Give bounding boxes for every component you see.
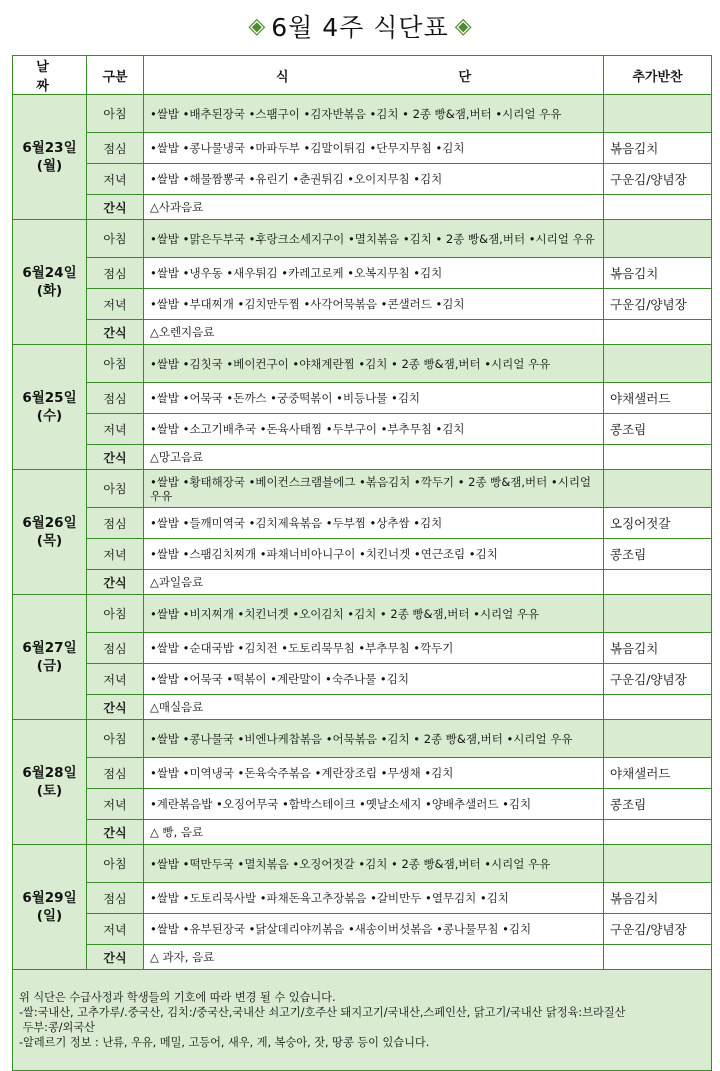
menu-row-lunch <box>13 258 712 289</box>
date-cell <box>13 470 87 595</box>
menu-items-dinner: •쌀밥 •소고기배추국 •돈육사태찜 •두부구이 •부추무침 •김치 <box>144 414 604 445</box>
menu-items-breakfast: •쌀밥 •비지찌개 •치킨너겟 •오이김치 •김치 • 2종 빵&잼,버터 •시리얼 우유 <box>144 595 604 633</box>
date-cell <box>13 845 87 970</box>
day-of-week-label: (수) <box>36 408 63 424</box>
menu-row-lunch <box>13 133 712 164</box>
meal-label-lunch: 점심 <box>87 133 144 164</box>
menu-row-dinner <box>13 289 712 320</box>
menu-row-breakfast <box>13 345 712 383</box>
extra-side-dish <box>604 695 712 720</box>
meal-label-dinner: 저녁 <box>87 664 144 695</box>
meal-label-breakfast: 아침 <box>87 95 144 133</box>
day-of-week-label: (금) <box>36 658 63 674</box>
extra-side-dish: 볶음김치 <box>604 258 712 289</box>
note-line-2: -쌀:국내산, 고추가루/.중국산, 김치:/중국산,국내산 쇠고기/호주산 돼지고기/국내산,스페인산, 닭고기/국내산 닭정육:브라질산 두부:콩/외국산 <box>19 1006 626 1034</box>
date-label: 6월28일 <box>22 765 77 781</box>
menu-items-lunch: •쌀밥 •콩나물냉국 •마파두부 •김말이튀김 •단무지무침 •김치 <box>144 133 604 164</box>
menu-row-snack <box>13 945 712 970</box>
meal-label-breakfast: 아침 <box>87 220 144 258</box>
menu-row-lunch <box>13 758 712 789</box>
menu-row-snack <box>13 570 712 595</box>
extra-side-dish: 콩조림 <box>604 539 712 570</box>
menu-items-dinner: •쌀밥 •스팸김치찌개 •파채너비아니구이 •치킨너겟 •연근조림 •김치 <box>144 539 604 570</box>
menu-row-breakfast <box>13 95 712 133</box>
extra-side-dish <box>604 845 712 883</box>
meal-label-lunch: 점심 <box>87 258 144 289</box>
menu-row-snack <box>13 445 712 470</box>
menu-items-breakfast: •쌀밥 •콩나물국 •비엔나케찹볶음 •어묵볶음 •김치 • 2종 빵&잼,버터 •시리얼 우유 <box>144 720 604 758</box>
extra-side-dish <box>604 470 712 508</box>
menu-row-lunch <box>13 633 712 664</box>
menu-items-snack: △과일음료 <box>144 570 604 595</box>
menu-items-snack: △ 빵, 음료 <box>144 820 604 845</box>
meal-label-dinner: 저녁 <box>87 914 144 945</box>
meal-label-breakfast: 아침 <box>87 470 144 508</box>
menu-row-breakfast <box>13 470 712 508</box>
extra-side-dish <box>604 195 712 220</box>
date-label: 6월27일 <box>22 640 77 656</box>
meal-label-lunch: 점심 <box>87 383 144 414</box>
extra-side-dish <box>604 95 712 133</box>
meal-label-snack: 간식 <box>87 695 144 720</box>
extra-side-dish: 야채샐러드 <box>604 383 712 414</box>
menu-row-snack <box>13 195 712 220</box>
menu-items-lunch: •쌀밥 •냉우동 •새우튀김 •카레고로케 •오복지무침 •김치 <box>144 258 604 289</box>
extra-side-dish <box>604 945 712 970</box>
extra-side-dish: 오징어젓갈 <box>604 508 712 539</box>
diamond-right-icon: ◈ <box>454 13 472 39</box>
meal-label-lunch: 점심 <box>87 633 144 664</box>
header-menu-left: 식 <box>275 69 289 85</box>
menu-items-breakfast: •쌀밥 •배추된장국 •스팸구이 •김자반볶음 •김치 • 2종 빵&잼,버터 •시리얼 우유 <box>144 95 604 133</box>
menu-items-breakfast: •쌀밥 •김칫국 •베이컨구이 •야채계란찜 •김치 • 2종 빵&잼,버터 •시리얼 우유 <box>144 345 604 383</box>
extra-side-dish: 야채샐러드 <box>604 758 712 789</box>
date-label: 6월24일 <box>22 265 77 281</box>
meal-label-lunch: 점심 <box>87 758 144 789</box>
menu-row-snack <box>13 320 712 345</box>
menu-items-snack: △사과음료 <box>144 195 604 220</box>
meal-label-snack: 간식 <box>87 445 144 470</box>
extra-side-dish: 볶음김치 <box>604 133 712 164</box>
meal-label-breakfast: 아침 <box>87 845 144 883</box>
meal-label-dinner: 저녁 <box>87 164 144 195</box>
extra-side-dish: 구운김/양념장 <box>604 164 712 195</box>
extra-side-dish: 구운김/양념장 <box>604 664 712 695</box>
notes-cell <box>13 970 712 1071</box>
meal-label-dinner: 저녁 <box>87 289 144 320</box>
menu-row-snack <box>13 820 712 845</box>
menu-items-snack: △오렌지음료 <box>144 320 604 345</box>
extra-side-dish <box>604 820 712 845</box>
header-date: 날 짜 <box>13 56 87 95</box>
menu-row-dinner <box>13 414 712 445</box>
menu-row-dinner <box>13 664 712 695</box>
menu-items-lunch: •쌀밥 •어묵국 •돈까스 •궁중떡볶이 •비등나물 •김치 <box>144 383 604 414</box>
title-bar <box>0 0 720 52</box>
notes-row <box>13 970 712 1071</box>
day-of-week-label: (월) <box>36 158 63 174</box>
date-cell <box>13 95 87 220</box>
menu-items-lunch: •쌀밥 •미역냉국 •돈육숙주볶음 •계란장조림 •무생채 •김치 <box>144 758 604 789</box>
meal-label-snack: 간식 <box>87 945 144 970</box>
meal-label-lunch: 점심 <box>87 883 144 914</box>
note-line-1: 위 식단은 수급사정과 학생들의 기호에 따라 변경 될 수 있습니다. <box>19 991 336 1004</box>
header-extra: 추가반찬 <box>604 56 712 95</box>
meal-label-dinner: 저녁 <box>87 789 144 820</box>
menu-row-dinner <box>13 164 712 195</box>
extra-side-dish <box>604 345 712 383</box>
date-cell <box>13 220 87 345</box>
date-cell <box>13 720 87 845</box>
date-cell <box>13 595 87 720</box>
extra-side-dish: 볶음김치 <box>604 883 712 914</box>
menu-items-lunch: •쌀밥 •들깨미역국 •김치제육볶음 •두부찜 •상추쌈 •김치 <box>144 508 604 539</box>
menu-items-lunch: •쌀밥 •도토리묵사발 •파채돈육고추장볶음 •갈비만두 •열무김치 •김치 <box>144 883 604 914</box>
meal-label-snack: 간식 <box>87 320 144 345</box>
meal-label-breakfast: 아침 <box>87 595 144 633</box>
menu-row-lunch <box>13 883 712 914</box>
extra-side-dish <box>604 570 712 595</box>
meal-label-dinner: 저녁 <box>87 414 144 445</box>
meal-label-snack: 간식 <box>87 570 144 595</box>
date-label: 6월23일 <box>22 140 77 156</box>
menu-row-dinner <box>13 539 712 570</box>
meal-label-snack: 간식 <box>87 195 144 220</box>
date-label: 6월29일 <box>22 890 77 906</box>
menu-row-breakfast <box>13 720 712 758</box>
extra-side-dish <box>604 595 712 633</box>
extra-side-dish: 볶음김치 <box>604 633 712 664</box>
day-of-week-label: (목) <box>36 533 63 549</box>
menu-row-dinner <box>13 914 712 945</box>
meal-label-snack: 간식 <box>87 820 144 845</box>
diamond-left-icon: ◈ <box>248 13 266 39</box>
menu-items-breakfast: •쌀밥 •떡만두국 •멸치볶음 •오징어젓갈 •김치 • 2종 빵&잼,버터 •시리얼 우유 <box>144 845 604 883</box>
menu-row-breakfast <box>13 845 712 883</box>
meal-label-dinner: 저녁 <box>87 539 144 570</box>
menu-row-breakfast <box>13 595 712 633</box>
day-of-week-label: (토) <box>36 783 63 799</box>
extra-side-dish <box>604 220 712 258</box>
day-of-week-label: (일) <box>36 908 63 924</box>
date-label: 6월25일 <box>22 390 77 406</box>
menu-items-breakfast: •쌀밥 •황태해장국 •베이컨스크램블에그 •볶음김치 •깍두기 • 2종 빵&잼,버터 •시리얼 우유 <box>144 470 604 508</box>
extra-side-dish <box>604 445 712 470</box>
menu-items-breakfast: •쌀밥 •맑은두부국 •후랑크소세지구이 •멸치볶음 •김치 • 2종 빵&잼,버터 •시리얼 우유 <box>144 220 604 258</box>
menu-items-dinner: •계란볶음밥 •오징어무국 •함박스테이크 •옛날소세지 •양배추샐러드 •김치 <box>144 789 604 820</box>
extra-side-dish: 구운김/양념장 <box>604 289 712 320</box>
menu-row-snack <box>13 695 712 720</box>
extra-side-dish: 콩조림 <box>604 789 712 820</box>
extra-side-dish <box>604 320 712 345</box>
menu-items-dinner: •쌀밥 •부대찌개 •김치만두찜 •사각어묵볶음 •콘샐러드 •김치 <box>144 289 604 320</box>
menu-row-lunch <box>13 508 712 539</box>
menu-row-breakfast <box>13 220 712 258</box>
meal-label-breakfast: 아침 <box>87 720 144 758</box>
date-cell <box>13 345 87 470</box>
meal-label-breakfast: 아침 <box>87 345 144 383</box>
header-menu-right: 단 <box>458 69 472 85</box>
header-menu <box>144 56 604 95</box>
menu-items-snack: △매실음료 <box>144 695 604 720</box>
meal-label-lunch: 점심 <box>87 508 144 539</box>
extra-side-dish: 구운김/양념장 <box>604 914 712 945</box>
day-of-week-label: (화) <box>36 283 63 299</box>
extra-side-dish: 콩조림 <box>604 414 712 445</box>
menu-table <box>12 55 712 1071</box>
extra-side-dish <box>604 720 712 758</box>
menu-items-dinner: •쌀밥 •어묵국 •떡볶이 •계란말이 •숙주나물 •김치 <box>144 664 604 695</box>
date-label: 6월26일 <box>22 515 77 531</box>
menu-items-dinner: •쌀밥 •유부된장국 •닭살데리야끼볶음 •새송이버섯볶음 •콩나물무침 •김치 <box>144 914 604 945</box>
header-category: 구분 <box>87 56 144 95</box>
note-line-3: -알레르기 정보 : 난류, 우유, 메밀, 고등어, 새우, 게, 복숭아, 잣, 땅콩 등이 있습니다. <box>19 1036 430 1049</box>
menu-items-snack: △망고음료 <box>144 445 604 470</box>
page-title: 6월 4주 식단표 <box>271 13 449 42</box>
menu-items-dinner: •쌀밥 •해물짬뽕국 •유린기 •춘권튀김 •오이지무침 •김치 <box>144 164 604 195</box>
menu-items-lunch: •쌀밥 •순대국밥 •김치전 •도토리묵무침 •부추무침 •깍두기 <box>144 633 604 664</box>
menu-items-snack: △ 과자, 음료 <box>144 945 604 970</box>
header-row <box>13 56 712 95</box>
menu-row-lunch <box>13 383 712 414</box>
menu-row-dinner <box>13 789 712 820</box>
